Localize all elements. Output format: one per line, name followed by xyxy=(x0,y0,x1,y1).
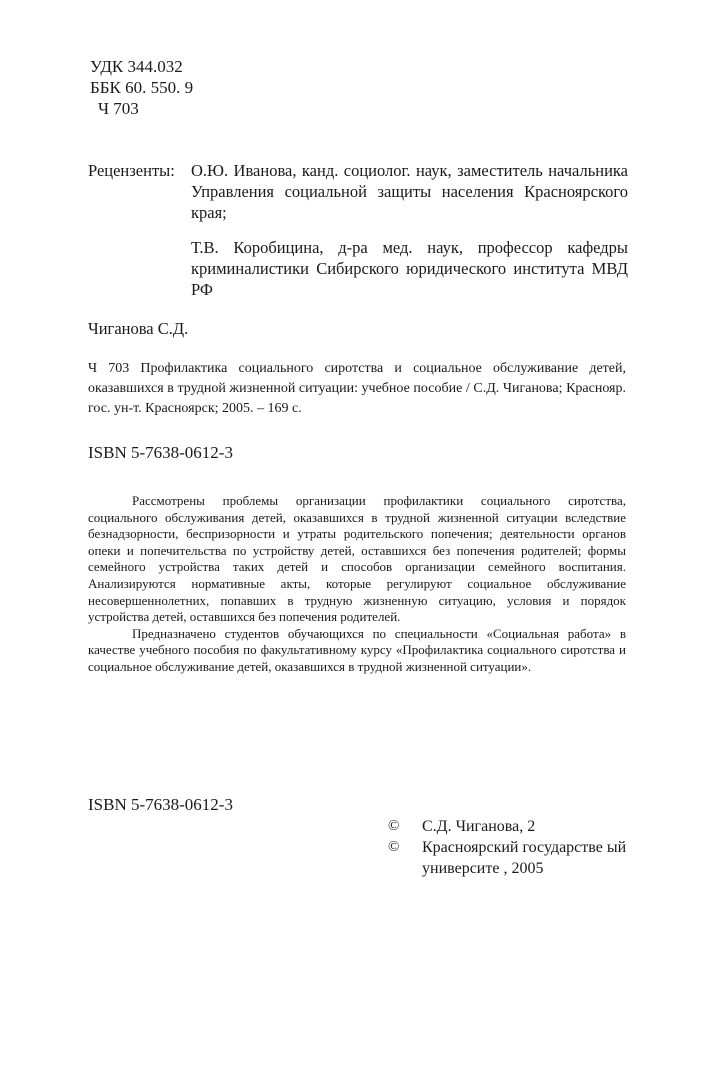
copyright-university xyxy=(388,837,628,879)
reviewer-2: Т.В. Коробицина, д-ра мед. наук, профессор кафедры криминалистики Сибирского юридического института МВД РФ xyxy=(191,238,628,299)
bibliographic-record: Ч 703 Профилактика социального сиротства и социальное обслуживание детей, оказавшихся в трудной жизненной ситуации: учебное пособие / С.Д. Чиганова; Краснояр. гос. ун-т. Красноярск; 2005. – 169 с. xyxy=(88,361,626,416)
author-name: Чиганова С.Д. xyxy=(88,319,189,338)
classification-block xyxy=(90,56,193,119)
udk-code: УДК 344.032 xyxy=(90,57,183,76)
copyright-icon: © xyxy=(388,818,400,834)
reviewers-label: Рецензенты: xyxy=(88,161,175,180)
copyright-holder-author: С.Д. Чиганова, 2 xyxy=(422,818,536,835)
abstract-paragraph-1: Рассмотрены проблемы организации профилактики социального сиротства, социального обслуживания детей, оказавшихся в трудной жизненной ситуации вследствие безнадзорности, беспризорности и утраты родительского попечения; деятельности органов опеки и попечительства по устройству детей, оставшихся без попечения родителей; формы семейного устройства таких детей и способов организации семейного воспитания. Анализируются нормативные акты, которые регулируют социальное обслуживание несовершеннолетних, попавших в трудную жизненную ситуацию, условия и порядок устройства детей, оставшихся без попечения родителей. xyxy=(88,493,626,625)
isbn-top: ISBN 5-7638-0612-3 xyxy=(88,443,233,462)
abstract xyxy=(88,493,626,676)
copyright-holder-university: Красноярский государстве ый университе , 2005 xyxy=(422,839,627,877)
isbn-bottom: ISBN 5-7638-0612-3 xyxy=(88,795,233,814)
copyright-icon: © xyxy=(388,839,400,855)
author-sign-code: Ч 703 xyxy=(98,99,139,118)
bbk-code: ББК 60. 550. 9 xyxy=(90,78,194,97)
copyright-author xyxy=(388,816,628,837)
abstract-paragraph-2: Предназначено студентов обучающихся по специальности «Социальная работа» в качестве учебного пособия по факультативному курсу «Профилактика социального сиротства и социальное обслуживание детей, оказавшихся в трудной жизненной ситуации». xyxy=(88,625,626,674)
copyright-block xyxy=(388,816,628,879)
reviewer-1: О.Ю. Иванова, канд. социолог. наук, заместитель начальника Управления социальной защиты населения Красноярского края; xyxy=(191,161,628,222)
